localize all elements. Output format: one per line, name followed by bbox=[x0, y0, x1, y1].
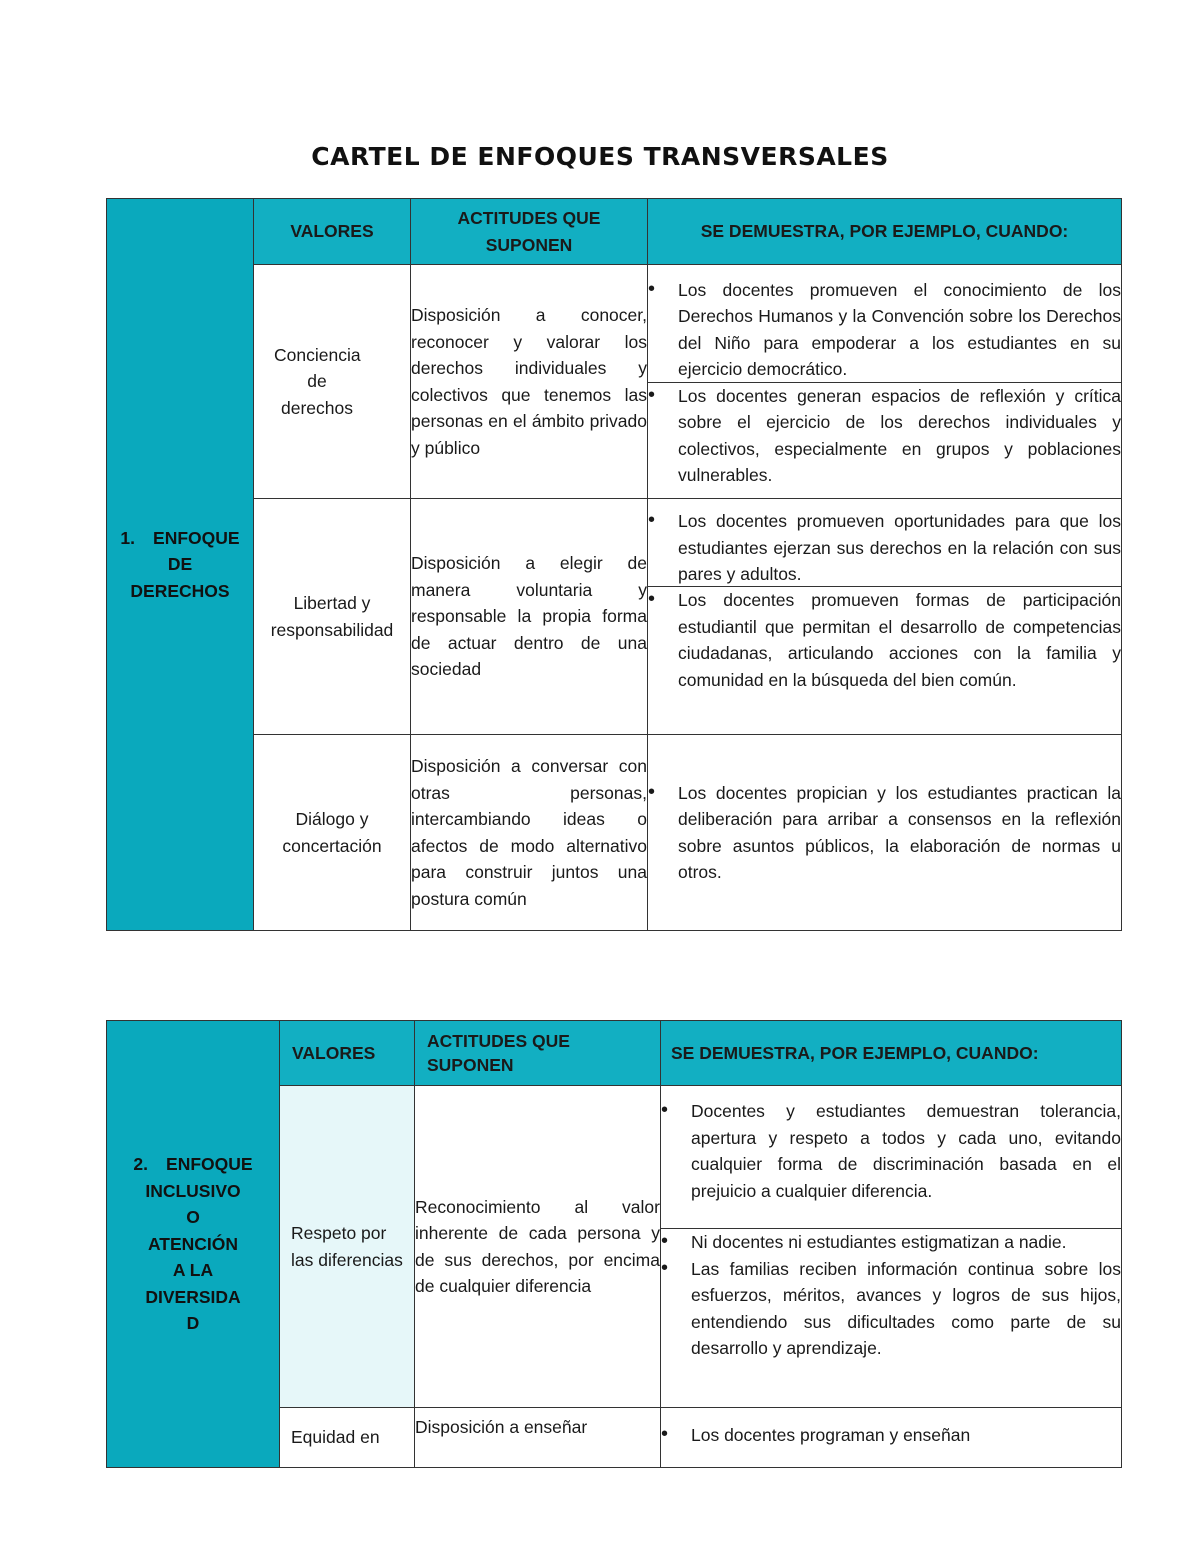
ejemplo-item: • Los docentes promueven el conocimiento de los Derechos Humanos y la Convención sobre los Derechos del Niño para empoderar a los estudiantes en su ejercicio democrático. bbox=[648, 277, 1121, 383]
enfoque-derechos-table bbox=[106, 198, 1122, 931]
header-ejemplo: SE DEMUESTRA, POR EJEMPLO, CUANDO: bbox=[661, 1021, 1122, 1086]
valor-cell bbox=[254, 265, 411, 499]
valor-text: Libertad y responsabilidad bbox=[270, 593, 394, 640]
ejemplo-block bbox=[648, 277, 1121, 382]
valor-cell bbox=[280, 1408, 415, 1468]
ejemplo-block bbox=[661, 1098, 1121, 1228]
header-valores: VALORES bbox=[254, 199, 411, 265]
header-actitudes: ACTITUDES QUE SUPONEN bbox=[411, 199, 648, 265]
actitud-cell: Disposición a enseñar bbox=[415, 1408, 661, 1468]
valor-cell bbox=[280, 1086, 415, 1408]
ejemplo-item: • Los docentes programan y enseñan bbox=[661, 1422, 1121, 1449]
enfoque-inclusivo-table bbox=[106, 1020, 1122, 1468]
valor-cell bbox=[254, 735, 411, 931]
header-actitudes: ACTITUDES QUE SUPONEN bbox=[415, 1021, 661, 1086]
enfoque-line: INCLUSIVO bbox=[145, 1180, 241, 1201]
actitud-cell: Disposición a conocer, reconocer y valorar los derechos individuales y colectivos que tenemos las personas en el ámbito privado y público bbox=[411, 265, 648, 499]
ejemplos-cell bbox=[661, 1086, 1122, 1408]
enfoque-number: 1. bbox=[120, 527, 136, 548]
ejemplo-block bbox=[661, 1228, 1121, 1395]
ejemplos-cell bbox=[661, 1408, 1122, 1468]
enfoque-line: D bbox=[186, 1313, 200, 1334]
actitud-cell: Disposición a conversar con otras personas, intercambiando ideas o afectos de modo alternativo para construir juntos una postura común bbox=[411, 735, 648, 931]
ejemplo-item: • Ni docentes ni estudiantes estigmatizan a nadie. bbox=[661, 1229, 1121, 1256]
actitud-cell: Reconocimiento al valor inherente de cada persona y de sus derechos, por encima de cualquier diferencia bbox=[415, 1086, 661, 1408]
valor-cell bbox=[254, 499, 411, 735]
valor-text: Respeto por las diferencias bbox=[291, 1223, 403, 1270]
actitud-cell: Disposición a elegir de manera voluntaria y responsable la propia forma de actuar dentro de una sociedad bbox=[411, 499, 648, 735]
enfoque-label bbox=[107, 1021, 280, 1468]
ejemplos-cell bbox=[648, 735, 1122, 931]
ejemplo-item: • Los docentes propician y los estudiantes practican la deliberación para arribar a consensos en la reflexión sobre asuntos públicos, la elaboración de normas u otros. bbox=[648, 780, 1121, 886]
ejemplo-item: • Los docentes promueven formas de participación estudiantil que permitan el desarrollo de competencias ciudadanas, articulando acciones con la familia y comunidad en la búsqueda del bien común. bbox=[648, 587, 1121, 693]
ejemplo-block bbox=[648, 586, 1121, 725]
enfoque-line: DE bbox=[167, 554, 193, 575]
ejemplo-block bbox=[648, 508, 1121, 586]
ejemplos-cell bbox=[648, 499, 1122, 735]
ejemplo-item: • Los docentes generan espacios de reflexión y crítica sobre el ejercicio de los derechos individuales y colectivos, especialmente en grupos y poblaciones vulnerables. bbox=[648, 383, 1121, 489]
enfoque-line: A LA bbox=[172, 1260, 214, 1281]
enfoque-line: O bbox=[186, 1207, 200, 1228]
enfoque-line: ENFOQUE bbox=[166, 1154, 253, 1175]
ejemplo-item: • Los docentes promueven oportunidades para que los estudiantes ejerzan sus derechos en la relación con sus pares y adultos. bbox=[648, 508, 1121, 588]
ejemplo-item: • Docentes y estudiantes demuestran tolerancia, apertura y respeto a todos y cada uno, evitando cualquier forma de discriminación basada en el prejuicio a cualquier diferencia. bbox=[661, 1098, 1121, 1204]
header-ejemplo: SE DEMUESTRA, POR EJEMPLO, CUANDO: bbox=[648, 199, 1122, 265]
valor-text: Diálogo y concertación bbox=[282, 809, 382, 856]
ejemplo-block bbox=[648, 382, 1121, 487]
header-valores: VALORES bbox=[280, 1021, 415, 1086]
enfoque-line: DIVERSIDA bbox=[145, 1286, 241, 1307]
enfoque-line: ENFOQUE bbox=[153, 527, 240, 548]
enfoque-label bbox=[107, 199, 254, 931]
enfoque-number: 2. bbox=[133, 1154, 149, 1175]
valor-text: Conciencia de derechos bbox=[274, 344, 361, 418]
enfoque-line: DERECHOS bbox=[130, 580, 230, 601]
ejemplos-cell bbox=[648, 265, 1122, 499]
ejemplo-item: • Las familias reciben información continua sobre los esfuerzos, méritos, avances y logros de sus hijos, entendiendo sus dificultades como parte de su desarrollo y aprendizaje. bbox=[661, 1256, 1121, 1362]
page-title: CARTEL DE ENFOQUES TRANSVERSALES bbox=[311, 142, 889, 171]
valor-text: Equidad en bbox=[291, 1427, 380, 1448]
enfoque-line: ATENCIÓN bbox=[147, 1233, 239, 1254]
